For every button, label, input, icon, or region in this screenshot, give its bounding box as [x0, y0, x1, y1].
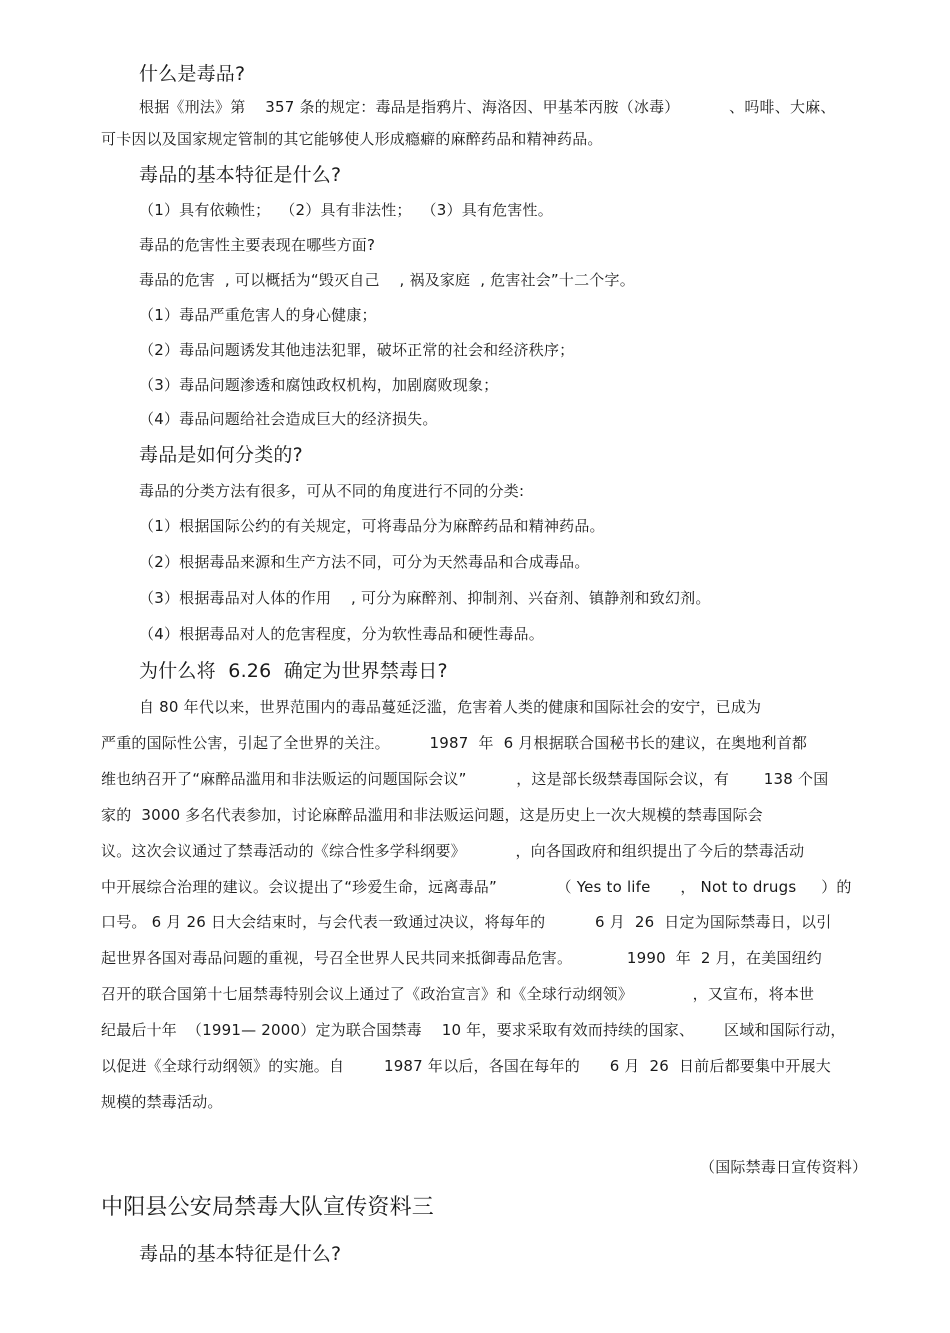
paragraph-line: 毒品的危害 , 可以概括为“毁灭自己 , 祸及家庭 , 危害社会”十二个字。: [139, 271, 635, 289]
paragraph-line: 毒品的分类方法有很多，可从不同的角度进行不同的分类:: [139, 482, 525, 500]
list-item: （1）根据国际公约的有关规定，可将毒品分为麻醉药品和精神药品。: [139, 517, 605, 535]
paragraph-line: 口号。 6 月 26 日大会结束时，与会代表一致通过决议，将每年的 6 月 26 日定为国际禁毒日，以引: [101, 913, 832, 931]
paragraph-line: 召开的联合国第十七届禁毒特别会议上通过了《政治宣言》和《全球行动纲领》 ，又宣布，将本世: [101, 985, 815, 1003]
paragraph-line: 家的 3000 多名代表参加，讨论麻醉品滥用和非法贩运问题，这是历史上一次大规模的禁毒国际会: [101, 806, 763, 824]
list-item: （2）毒品问题诱发其他违法犯罪，破坏正常的社会和经济秩序；: [139, 341, 575, 359]
list-item: （1）毒品严重危害人的身心健康；: [139, 306, 377, 324]
paragraph-line: 起世界各国对毒品问题的重视，号召全世界人民共同来抵御毒品危害。 1990 年 2 月，在美国纽约: [101, 949, 823, 967]
heading-basic-features: 毒品的基本特征是什么?: [139, 164, 342, 186]
paragraph-line: 议。这次会议通过了禁毒活动的《综合性多学科纲要》 ，向各国政府和组织提出了今后的禁毒活动: [101, 842, 805, 860]
paragraph-line: 维也纳召开了“麻醉品滥用和非法贩运的问题国际会议” ，这是部长级禁毒国际会议，有 138 个国: [101, 770, 829, 788]
section-title: 中阳县公安局禁毒大队宣传资料三: [101, 1195, 435, 1220]
heading-classification: 毒品是如何分类的?: [139, 444, 303, 466]
heading-basic-features-repeat: 毒品的基本特征是什么?: [139, 1243, 342, 1265]
source-note: （国际禁毒日宣传资料）: [700, 1158, 868, 1176]
paragraph-line: 纪最后十年 （1991— 2000）定为联合国禁毒 10 年，要求采取有效而持续的国家、 区域和国际行动，: [101, 1021, 846, 1039]
list-item: （4）根据毒品对人的危害程度，分为软性毒品和硬性毒品。: [139, 625, 544, 643]
paragraph-line: 以促进《全球行动纲领》的实施。自 1987 年以后，各国在每年的 6 月 26 日前后都要集中开展大: [101, 1057, 831, 1075]
list-item: （4）毒品问题给社会造成巨大的经济损失。: [139, 410, 438, 428]
paragraph-line: 可卡因以及国家规定管制的其它能够使人形成瘾癖的麻醉药品和精神药品。: [101, 130, 603, 148]
list-item: （3）毒品问题渗透和腐蚀政权机构，加剧腐败现象；: [139, 376, 499, 394]
list-item: （2）根据毒品来源和生产方法不同，可分为天然毒品和合成毒品。: [139, 553, 590, 571]
paragraph-line: （1）具有依赖性； （2）具有非法性； （3）具有危害性。: [139, 201, 553, 219]
heading-what-is-drug: 什么是毒品?: [139, 63, 246, 85]
paragraph-line: 规模的禁毒活动。: [101, 1093, 223, 1111]
paragraph-line: 中开展综合治理的建议。会议提出了“珍爱生命，远离毒品” （ Yes to life ， Not to drugs ）的: [101, 878, 852, 896]
paragraph-line: 毒品的危害性主要表现在哪些方面?: [139, 236, 376, 254]
heading-why-626: 为什么将 6.26 确定为世界禁毒日?: [139, 660, 448, 682]
list-item: （3）根据毒品对人体的作用 , 可分为麻醉剂、抑制剂、兴奋剂、镇静剂和致幻剂。: [139, 589, 711, 607]
paragraph-line: 严重的国际性公害，引起了全世界的关注。 1987 年 6 月根据联合国秘书长的建议，在奥地利首都: [101, 734, 808, 752]
paragraph-line: 自 80 年代以来，世界范围内的毒品蔓延泛滥，危害着人类的健康和国际社会的安宁，已成为: [139, 698, 762, 716]
paragraph-line: 根据《刑法》第 357 条的规定：毒品是指鸦片、海洛因、甲基苯丙胺（冰毒） 、吗啡、大麻、: [139, 98, 836, 116]
